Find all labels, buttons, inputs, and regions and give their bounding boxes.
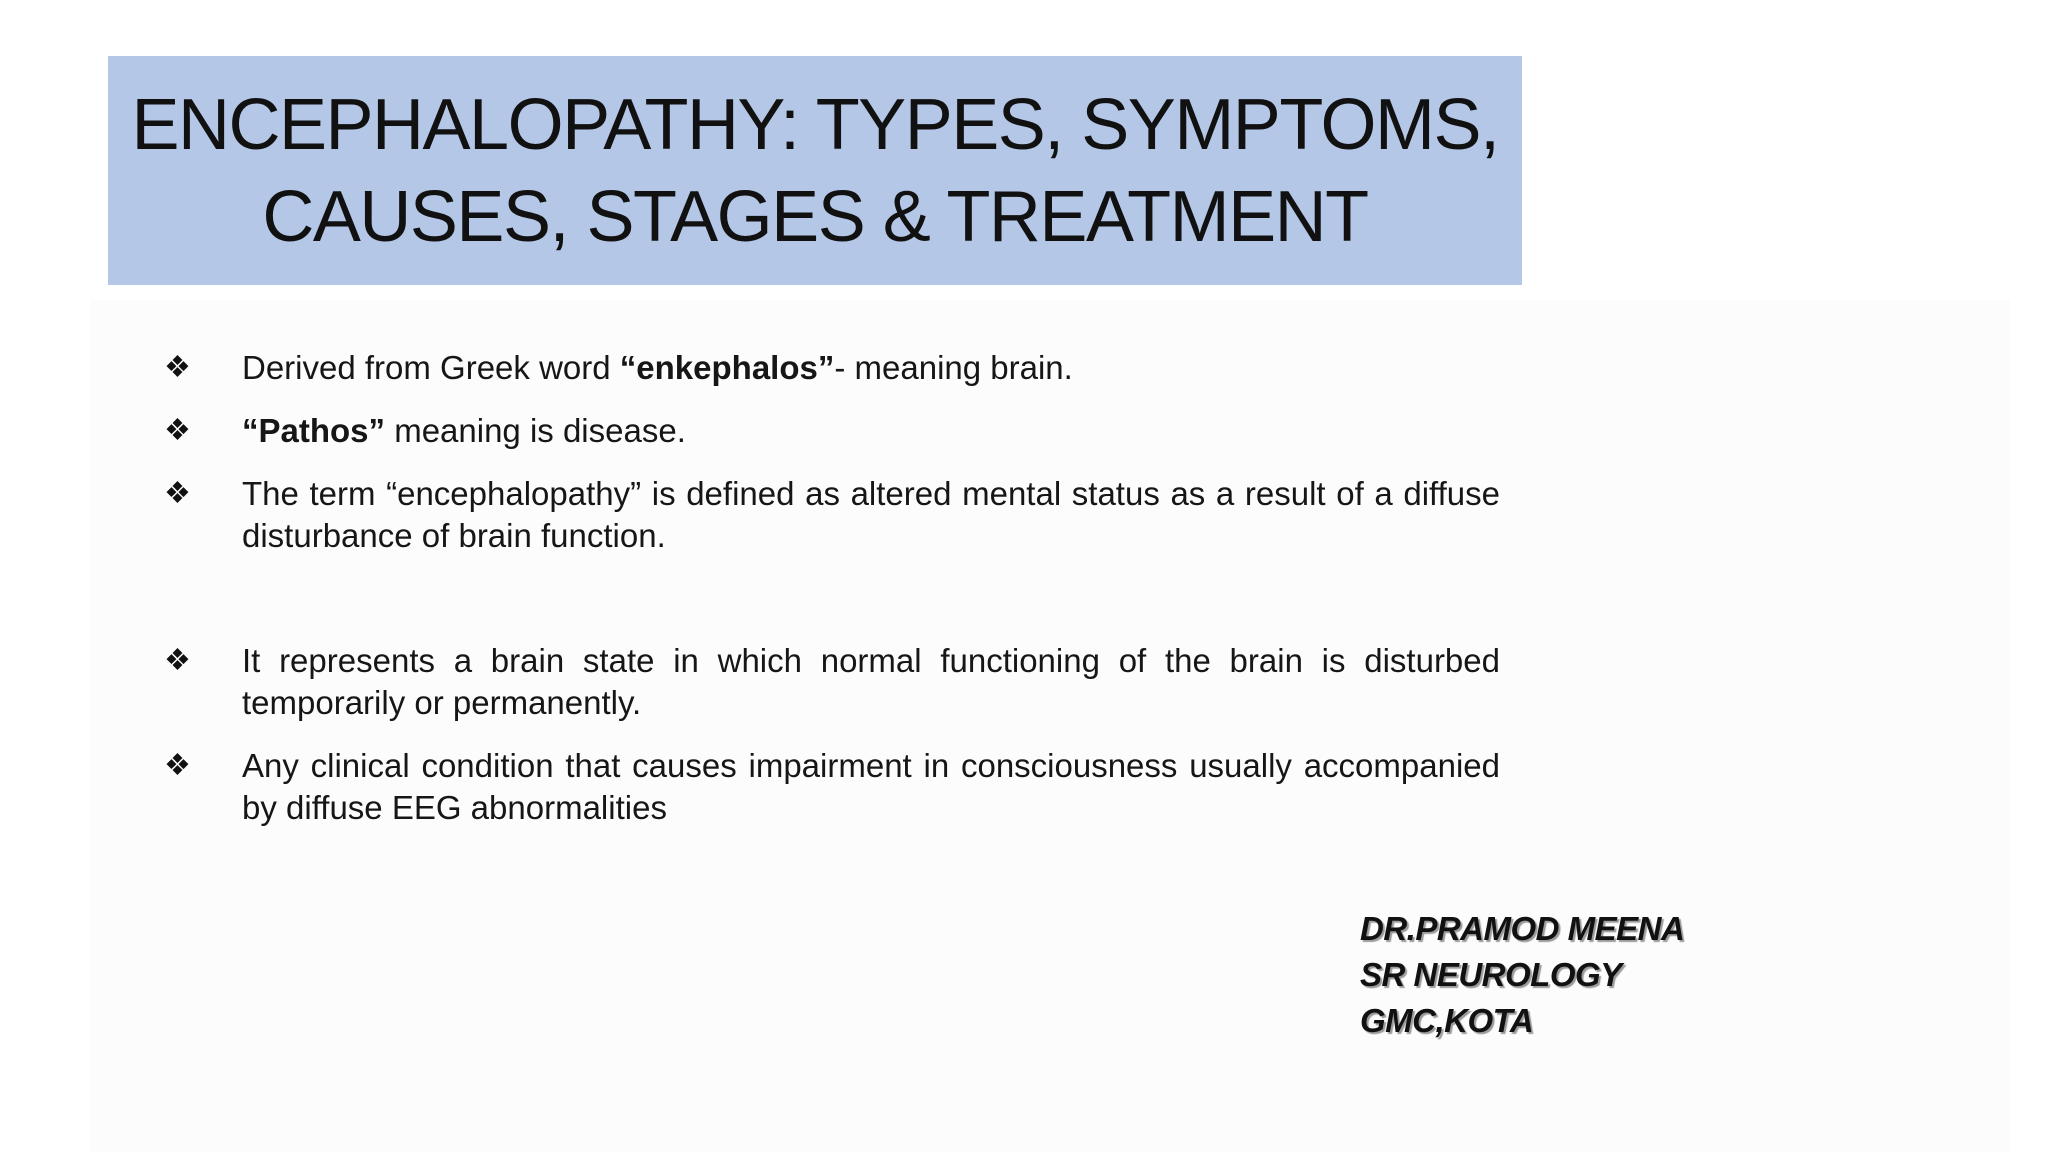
slide-title-line-2: CAUSES, STAGES & TREATMENT: [262, 176, 1368, 257]
diamond-bullet-icon: ❖: [164, 477, 191, 510]
bullet-text: The term “encephalopathy” is defined as altered mental status as a result of a diffuse disturbance of brain function.: [242, 475, 1500, 554]
bullet-item: [160, 410, 1500, 452]
bullet-item: [160, 347, 1500, 389]
diamond-bullet-icon: ❖: [164, 644, 191, 677]
author-name: DR.PRAMOD MEENA: [1360, 910, 1685, 947]
bullet-text: Derived from Greek word: [242, 349, 620, 386]
bullet-item: [160, 473, 1500, 557]
author-block: [1360, 906, 1684, 1044]
bullet-bold-term: “enkephalos”: [619, 349, 835, 386]
bullet-text: It represents a brain state in which normal functioning of the brain is disturbed temporarily or permanently.: [242, 642, 1500, 721]
title-banner: [108, 56, 1522, 285]
bullet-list: [160, 340, 1500, 829]
bullet-text: Any clinical condition that causes impairment in consciousness usually accompanied by diffuse EEG abnormalities: [242, 747, 1500, 826]
bullet-text: meaning is disease.: [385, 412, 686, 449]
bullet-item: [160, 745, 1500, 829]
bullet-bold-term: “Pathos”: [242, 412, 386, 449]
bullet-text: - meaning brain.: [834, 349, 1073, 386]
diamond-bullet-icon: ❖: [164, 414, 191, 447]
diamond-bullet-icon: ❖: [164, 749, 191, 782]
slide-title-line-1: ENCEPHALOPATHY: TYPES, SYMPTOMS,: [131, 84, 1499, 165]
diamond-bullet-icon: ❖: [164, 351, 191, 384]
author-position: SR NEUROLOGY: [1360, 956, 1622, 993]
author-institution: GMC,KOTA: [1360, 1002, 1534, 1039]
bullet-item: [160, 640, 1500, 724]
